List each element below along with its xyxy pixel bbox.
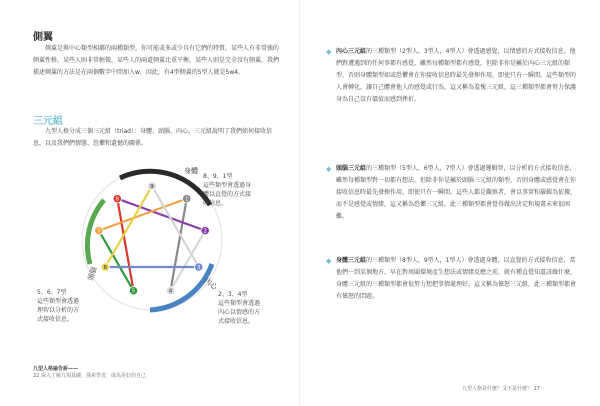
node-number-3: 3 [197, 265, 201, 271]
note-line: 內心以情感的方 [218, 309, 261, 316]
head-label: 頭腦 [86, 265, 99, 282]
triad-paragraph: 九型人格分成三個三元組（triad）：身體、頭腦、內心。三元組說明了我們如何接收信息，以及我們們情態、恐懼和遺憾的關係。 [33, 128, 272, 147]
note-line: 式接收信息。 [37, 316, 74, 323]
note-line: 這些類型會透過 [218, 300, 261, 307]
body-types-note [203, 172, 251, 208]
note-line: 8、9、1型 [203, 173, 233, 180]
note-line: 理智以分析的方 [37, 307, 80, 314]
note-line: 這些類型會透過 [37, 298, 80, 305]
head-triad-paragraph [326, 163, 577, 223]
node-number-2: 2 [203, 228, 207, 235]
body-arc [120, 171, 210, 205]
bullet-key: 身體三元組 [336, 257, 367, 264]
wing-heading: 側翼 [33, 32, 53, 43]
bullet-diamond-icon: ◆ [326, 165, 332, 173]
bullet-key: 頭腦三元組 [336, 165, 367, 172]
node-number-8: 8 [115, 196, 120, 203]
node-number-6: 6 [103, 265, 107, 271]
footer-title: 九型人格論告訴—— [33, 366, 79, 372]
bullet-text: 的三種類型（8型人，9型人，1型人）會透過身體，以直覺的方式接收信息，當他們一到某個地方，早在對周圍環境產生想法或情緒反應之前，就有種直覺知道該做什麼，身體三元組的三種類型都會很努力想把事情處理好。這又稱為憤怒三元組，此三種類型都會有憤怒的問題。 [336, 257, 577, 300]
note-line: 這些類型會透過身 [203, 182, 252, 189]
node-number-9: 9 [150, 184, 154, 190]
heart-types-note [218, 290, 260, 326]
bullet-text: 的三種類型（5型人，6型人，7型人）會透過邏輯智，以分析的方式接收信息，雖然每種類型對一切都有想法，但除非你是屬於頭腦三元組的類型，否則身體或感覺會在你接收信息時最先發揮作用，即使只有一瞬間。這些人都是觀察者，會以事實和羅輯為依據，而不是感覺或情緒，這又稱為恐懼三元組，此三種類型都會覺得做出決定和規畫未來很困難。 [336, 165, 577, 220]
right-footer: 九型人格是什麼？又不是什麼？ 27 [462, 386, 540, 392]
note-line: 2、3、4型 [218, 291, 248, 298]
node-number-1: 1 [184, 196, 189, 203]
triad-heading: 三元組 [33, 116, 63, 127]
bullet-key: 內心三元組 [336, 48, 367, 55]
note-line: 5、6、7型 [37, 289, 67, 296]
note-line: 收信息。 [203, 200, 228, 207]
wing-paragraph: 側翼是與中心類型相鄰的兩種類型，你可能或多或少具有它們的特質。某些人有非常強的側翼性格，某些人則非常輕微，某些人的兩道側翼比重平衡，某些人則是完全沒有側翼，我們描述側翼的方法是在兩個數字中間加入w，因此，有4型側翼的5型人就是5w4。 [33, 45, 280, 76]
bullet-text: 的三種類型（2型人，3型人，4型人）會透過感覺，以情感的方式接收信息。他們對遭遇到的任何事都有感覺，雖然每種類型都有感覺，但除非你是屬於內心三元組的類型，否則身體類型如或恐懼會在你接收信息時最先發揮作用，即使只有一瞬間。這些類型的人會轉化，讓自己體會他人的感覺或行為，這又稱為羞愧三元組，這三種類型都會努力保護身為自己沒有價值而感到挫折。 [336, 48, 577, 103]
node-number-4: 4 [168, 288, 173, 295]
node-number-5: 5 [131, 288, 136, 295]
heart-triad-paragraph [326, 46, 577, 106]
footer-subtitle: 22 深入了解九項基礎，探索學習，成為更好的自己 [33, 373, 146, 379]
head-types-note [37, 288, 79, 324]
bullet-diamond-icon: ◆ [326, 257, 332, 265]
enneagram-nodes [95, 182, 210, 295]
bullet-diamond-icon: ◆ [326, 48, 332, 56]
note-line: 式接收信息。 [218, 318, 255, 325]
body-label: 身體 [184, 167, 198, 175]
heart-label: 內心 [202, 276, 219, 292]
note-line: 體以直覺的方式接 [203, 191, 252, 198]
body-triad-paragraph [326, 255, 577, 303]
node-number-7: 7 [97, 228, 101, 235]
left-footer [33, 366, 146, 380]
